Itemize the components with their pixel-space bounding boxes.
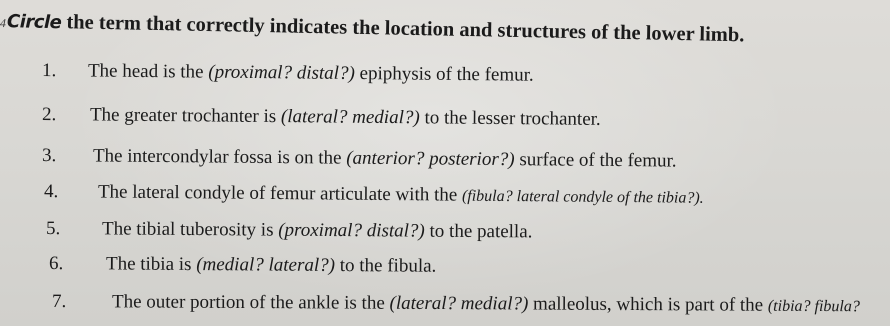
item-text-post: to the lesser trochanter. xyxy=(419,107,601,130)
item-text-pre: The intercondylar fossa is on the xyxy=(92,145,347,169)
instruction-first-word: Circle xyxy=(6,11,62,34)
item-text-pre: The greater trochanter is xyxy=(89,104,282,128)
question-item-6 xyxy=(49,253,436,278)
item-text-post: malleolus, which is part of the xyxy=(528,293,768,316)
instruction-heading xyxy=(0,10,745,47)
question-item-4 xyxy=(44,181,704,209)
answer-options[interactable]: (medial? lateral?) xyxy=(196,254,336,276)
instruction-text: the term that correctly indicates the location and structures of the lower limb. xyxy=(61,11,745,47)
item-text-post: epiphysis of the femur. xyxy=(354,63,534,86)
question-item-5 xyxy=(46,218,533,243)
question-number-mark: 4 xyxy=(0,16,7,31)
item-text-pre: The tibia is xyxy=(105,253,197,276)
answer-options[interactable]: (anterior? posterior?) xyxy=(346,147,515,171)
item-text-pre: The outer portion of the ankle is the xyxy=(111,291,390,314)
question-item-7 xyxy=(52,291,860,317)
answer-options[interactable]: (proximal? distal?) xyxy=(208,61,355,85)
answer-options-2[interactable]: (tibia? fibula? xyxy=(767,297,860,316)
answer-options[interactable]: (lateral? medial?) xyxy=(389,292,529,315)
item-text-post: surface of the femur. xyxy=(514,149,677,172)
item-text-pre: The head is the xyxy=(87,60,209,83)
question-item-1 xyxy=(42,60,534,87)
answer-options[interactable]: (proximal? distal?) xyxy=(278,219,425,242)
question-item-2 xyxy=(42,104,601,131)
answer-options[interactable]: (lateral? medial?) xyxy=(280,106,420,129)
item-text-pre: The tibial tuberosity is xyxy=(101,218,279,241)
question-item-3 xyxy=(42,145,677,173)
answer-options[interactable]: (fibula? lateral condyle of the tibia?). xyxy=(461,187,704,207)
item-text-post: to the fibula. xyxy=(334,254,437,277)
item-text-pre: The lateral condyle of femur articulate with the xyxy=(97,181,463,206)
item-text-post: to the patella. xyxy=(424,220,533,243)
